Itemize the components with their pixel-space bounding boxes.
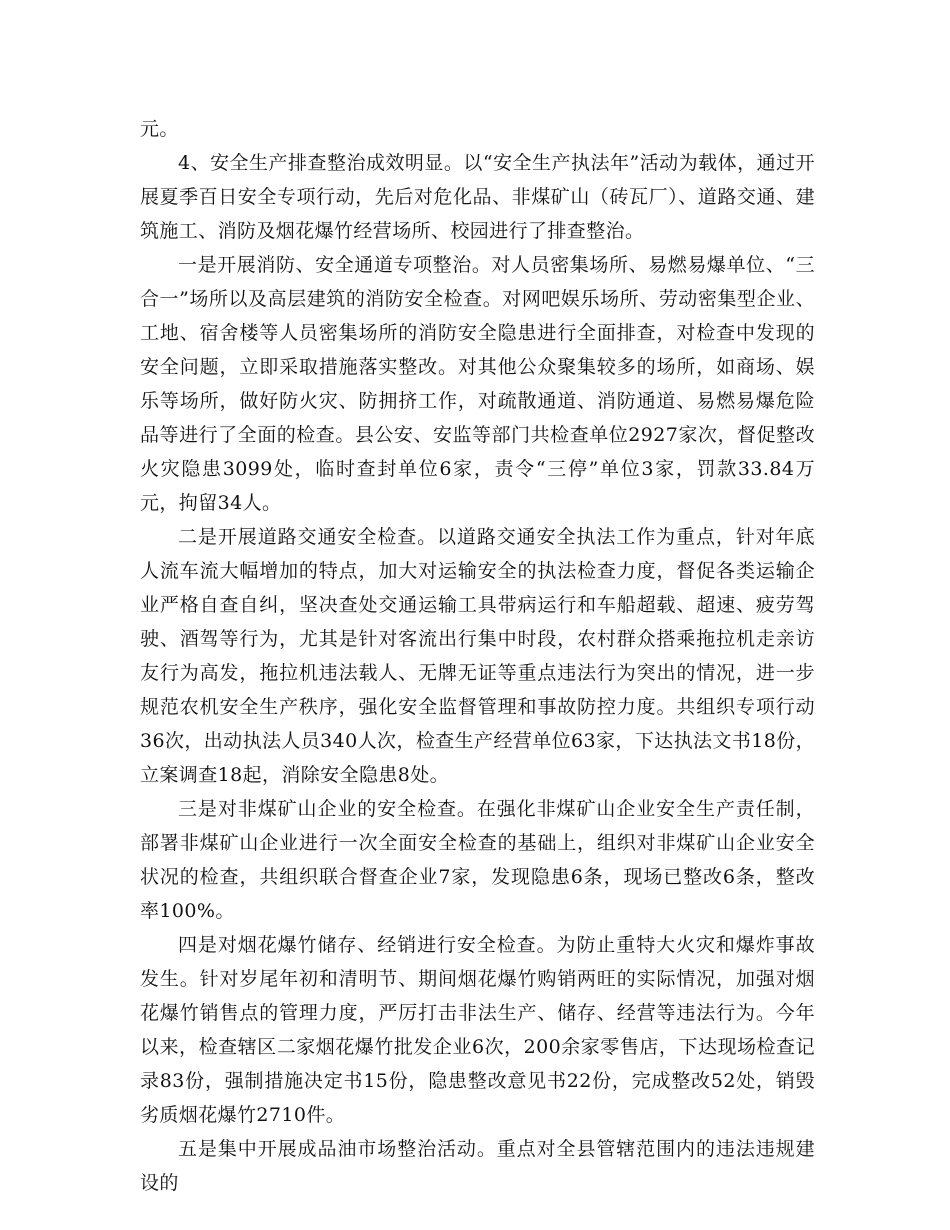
document-page [140, 112, 815, 1200]
paragraph-fire-safety: 一是开展消防、安全通道专项整治。对人员密集场所、易燃易爆单位、“三合一”场所以及高层建筑的消防安全检查。对网吧娱乐场所、劳动密集型企业、工地、宿舍楼等人员密集场所的消防安全隐患进行全面排查，对检查中发现的安全问题，立即采取措施落实整改。对其他公众聚集较多的场所，如商场、娱乐等场所，做好防火灾、防拥挤工作，对疏散通道、消防通道、易燃易爆危险品等进行了全面的检查。县公安、安监等部门共检查单位2927家次，督促整改火灾隐患3099处，临时查封单位6家，责令“三停”单位3家，罚款33.84万元，拘留34人。 [140, 254, 815, 514]
paragraph-continuation: 元。 [140, 118, 179, 140]
paragraph-road-traffic: 二是开展道路交通安全检查。以道路交通安全执法工作为重点，针对年底人流车流大幅增加的特点，加大对运输安全的执法检查力度，督促各类运输企业严格自查自纠，坚决查处交通运输工具带病运行和车船超载、超速、疲劳驾驶、酒驾等行为，尤其是针对客流出行集中时段，农村群众搭乘拖拉机走亲访友行为高发，拖拉机违法载人、无牌无证等重点违法行为突出的情况，进一步规范农机安全生产秩序，强化安全监督管理和事故防控力度。共组织专项行动36次，出动执法人员340人次，检查生产经营单位63家，下达执法文书18份，立案调查18起，消除安全隐患8处。 [140, 526, 815, 786]
paragraph-fireworks: 四是对烟花爆竹储存、经销进行安全检查。为防止重特大火灾和爆炸事故发生。针对岁尾年初和清明节、期间烟花爆竹购销两旺的实际情况，加强对烟花爆竹销售点的管理力度，严厉打击非法生产、储存、经营等违法行为。今年以来，检查辖区二家烟花爆竹批发企业6次，200余家零售店，下达现场检查记录83份，强制措施决定书15份，隐患整改意见书22份，完成整改52处，销毁劣质烟花爆竹2710件。 [140, 934, 815, 1126]
paragraph-non-coal-mines: 三是对非煤矿山企业的安全检查。在强化非煤矿山企业安全生产责任制，部署非煤矿山企业进行一次全面安全检查的基础上，组织对非煤矿山企业安全状况的检查，共组织联合督查企业7家，发现隐患6条，现场已整改6条，整改率100%。 [140, 798, 815, 922]
paragraph-safety-inspection-summary: 4、安全生产排查整治成效明显。以“安全生产执法年”活动为载体，通过开展夏季百日安全专项行动，先后对危化品、非煤矿山（砖瓦厂）、道路交通、建筑施工、消防及烟花爆竹经营场所、校园进行了排查整治。 [140, 152, 815, 242]
paragraph-oil-market: 五是集中开展成品油市场整治活动。重点对全县管辖范围内的违法违规建设的 [140, 1138, 815, 1194]
